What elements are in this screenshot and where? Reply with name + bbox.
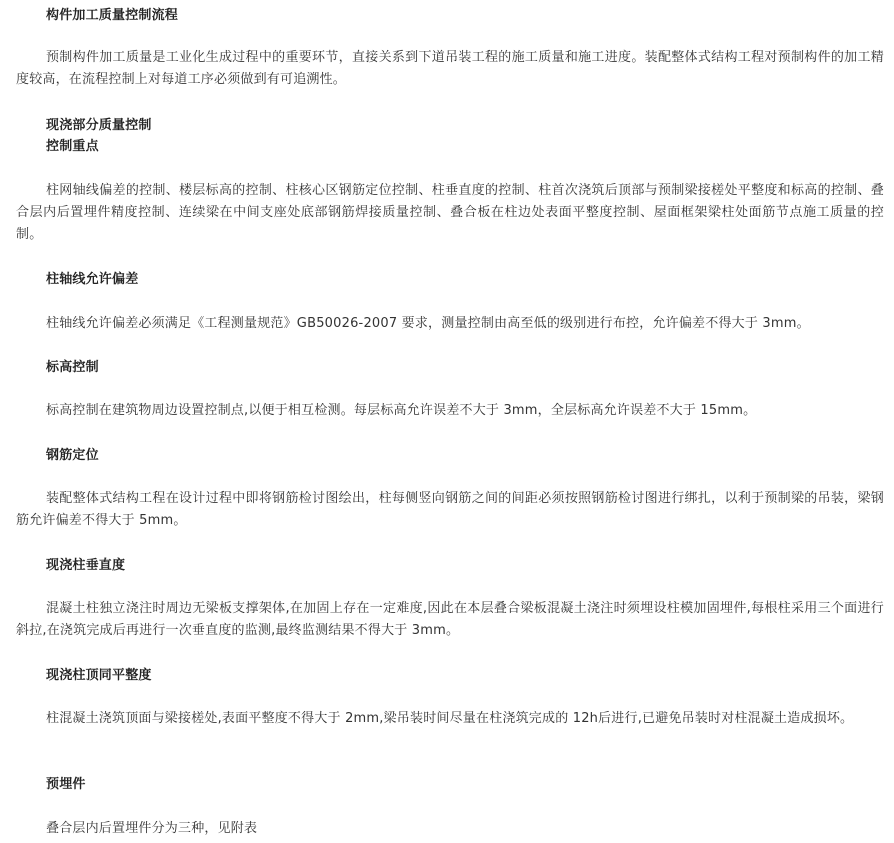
paragraph-embedded-parts: 叠合层内后置埋件分为三种，见附表 — [46, 821, 258, 836]
heading-rebar: 钢筋定位 — [46, 448, 99, 463]
heading-process: 构件加工质量控制流程 — [46, 8, 179, 23]
paragraph-key-points: 柱网轴线偏差的控制、楼层标高的控制、柱核心区钢筋定位控制、柱垂直度的控制、柱首次浇筑后顶部与预制梁接槎处平整度和标高的控制、叠合层内后置埋件精度控制、连续梁在中间支座处底部钢筋焊接质量控制、叠合板在柱边处表面平整度控制、屋面框架梁柱处面筋节点施工质量的控制。 — [16, 183, 884, 242]
heading-elevation: 标高控制 — [46, 360, 99, 375]
heading-key-points: 控制重点 — [46, 139, 99, 154]
paragraph-axis-deviation: 柱轴线允许偏差必须满足《工程测量规范》GB50026-2007 要求，测量控制由高至低的级别进行布控，允许偏差不得大于 3mm。 — [46, 316, 810, 331]
heading-axis-deviation: 柱轴线允许偏差 — [46, 272, 139, 287]
heading-cast-in-place: 现浇部分质量控制 — [46, 118, 152, 133]
paragraph-rebar: 装配整体式结构工程在设计过程中即将钢筋检讨图绘出，柱每侧竖向钢筋之间的间距必须按照钢筋检讨图进行绑扎，以利于预制梁的吊装，梁钢筋允许偏差不得大于 5mm。 — [16, 491, 884, 528]
heading-embedded-parts: 预埋件 — [46, 777, 86, 792]
paragraph-process: 预制构件加工质量是工业化生成过程中的重要环节，直接关系到下道吊装工程的施工质量和施工进度。装配整体式结构工程对预制构件的加工精度较高，在流程控制上对每道工序必须做到有可追溯性。 — [16, 50, 884, 87]
heading-flatness: 现浇柱顶同平整度 — [46, 668, 152, 683]
paragraph-flatness: 柱混凝土浇筑顶面与梁接槎处,表面平整度不得大于 2mm,梁吊装时间尽量在柱浇筑完成的 12h后进行,已避免吊装时对柱混凝土造成损坏。 — [46, 711, 854, 726]
heading-verticality: 现浇柱垂直度 — [46, 558, 126, 573]
paragraph-verticality: 混凝土柱独立浇注时周边无梁板支撑架体,在加固上存在一定难度,因此在本层叠合梁板混凝土浇注时须埋设柱模加固埋件,每根柱采用三个面进行斜拉,在浇筑完成后再进行一次垂直度的监测,最终监测结果不得大于 3mm。 — [16, 601, 884, 638]
paragraph-elevation: 标高控制在建筑物周边设置控制点,以便于相互检测。每层标高允许误差不大于 3mm，全层标高允许误差不大于 15mm。 — [46, 403, 757, 418]
